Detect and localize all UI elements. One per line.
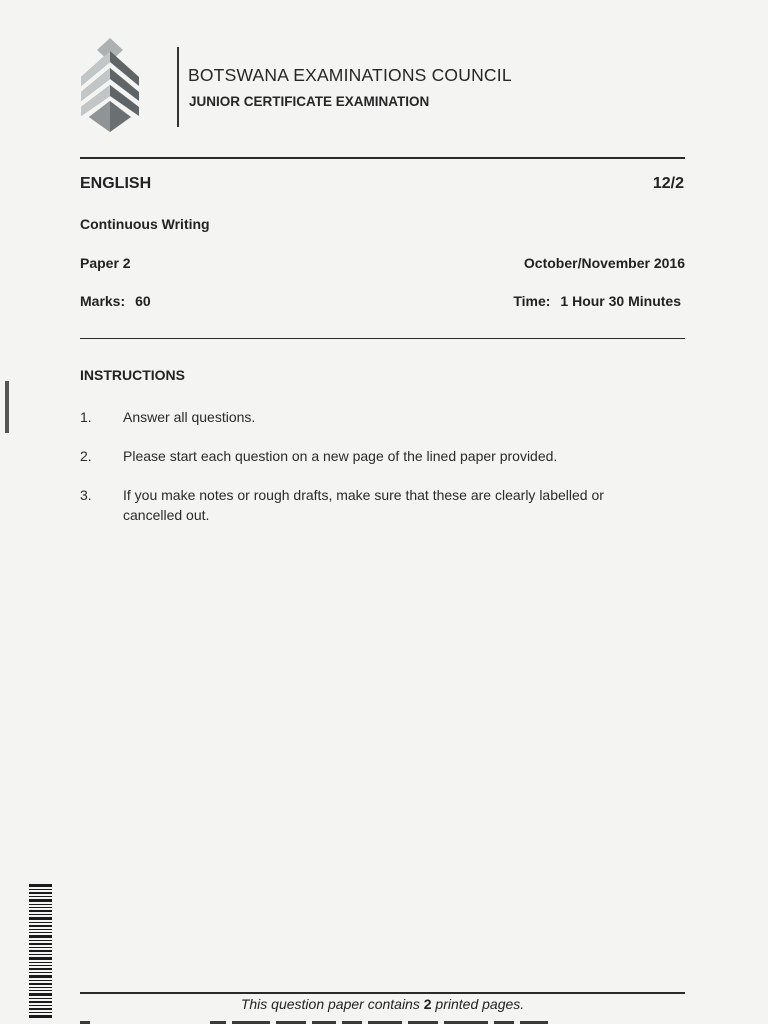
page-count-prefix: This question paper contains [240, 996, 424, 1012]
instruction-number: 2. [80, 448, 92, 464]
middle-rule [80, 338, 685, 339]
scan-mark [5, 381, 9, 433]
cut-off-text-line [80, 1019, 600, 1024]
page-count-suffix: printed pages. [431, 996, 525, 1012]
page-count-note [80, 996, 685, 1012]
page-count: 2 [423, 996, 432, 1012]
instructions-heading: INSTRUCTIONS [80, 367, 185, 383]
marks-label: Marks: [80, 293, 126, 309]
barcode-icon [29, 884, 52, 1020]
time-info [513, 293, 681, 309]
component-name: Continuous Writing [80, 216, 210, 232]
time-value: 1 Hour 30 Minutes [560, 293, 681, 309]
instruction-text: If you make notes or rough drafts, make sure that these are clearly labelled or cancelled out. [123, 487, 604, 523]
paper-number: Paper 2 [80, 255, 131, 271]
bec-logo-icon [79, 37, 141, 133]
exam-session: October/November 2016 [523, 255, 685, 271]
subject-name: ENGLISH [80, 175, 152, 192]
instruction-text: Answer all questions. [123, 409, 256, 425]
instruction-number: 3. [80, 487, 92, 503]
council-name: BOTSWANA EXAMINATIONS COUNCIL [188, 65, 512, 85]
time-label: Time: [513, 293, 551, 309]
header-divider [177, 47, 179, 127]
exam-name: JUNIOR CERTIFICATE EXAMINATION [189, 94, 430, 109]
bottom-rule [80, 992, 685, 994]
marks-info [80, 293, 151, 309]
instruction-text: Please start each question on a new page of the lined paper provided. [123, 448, 558, 464]
marks-value: 60 [135, 293, 151, 309]
top-rule [80, 157, 685, 159]
instruction-number: 1. [80, 409, 92, 425]
subject-code: 12/2 [652, 175, 684, 192]
